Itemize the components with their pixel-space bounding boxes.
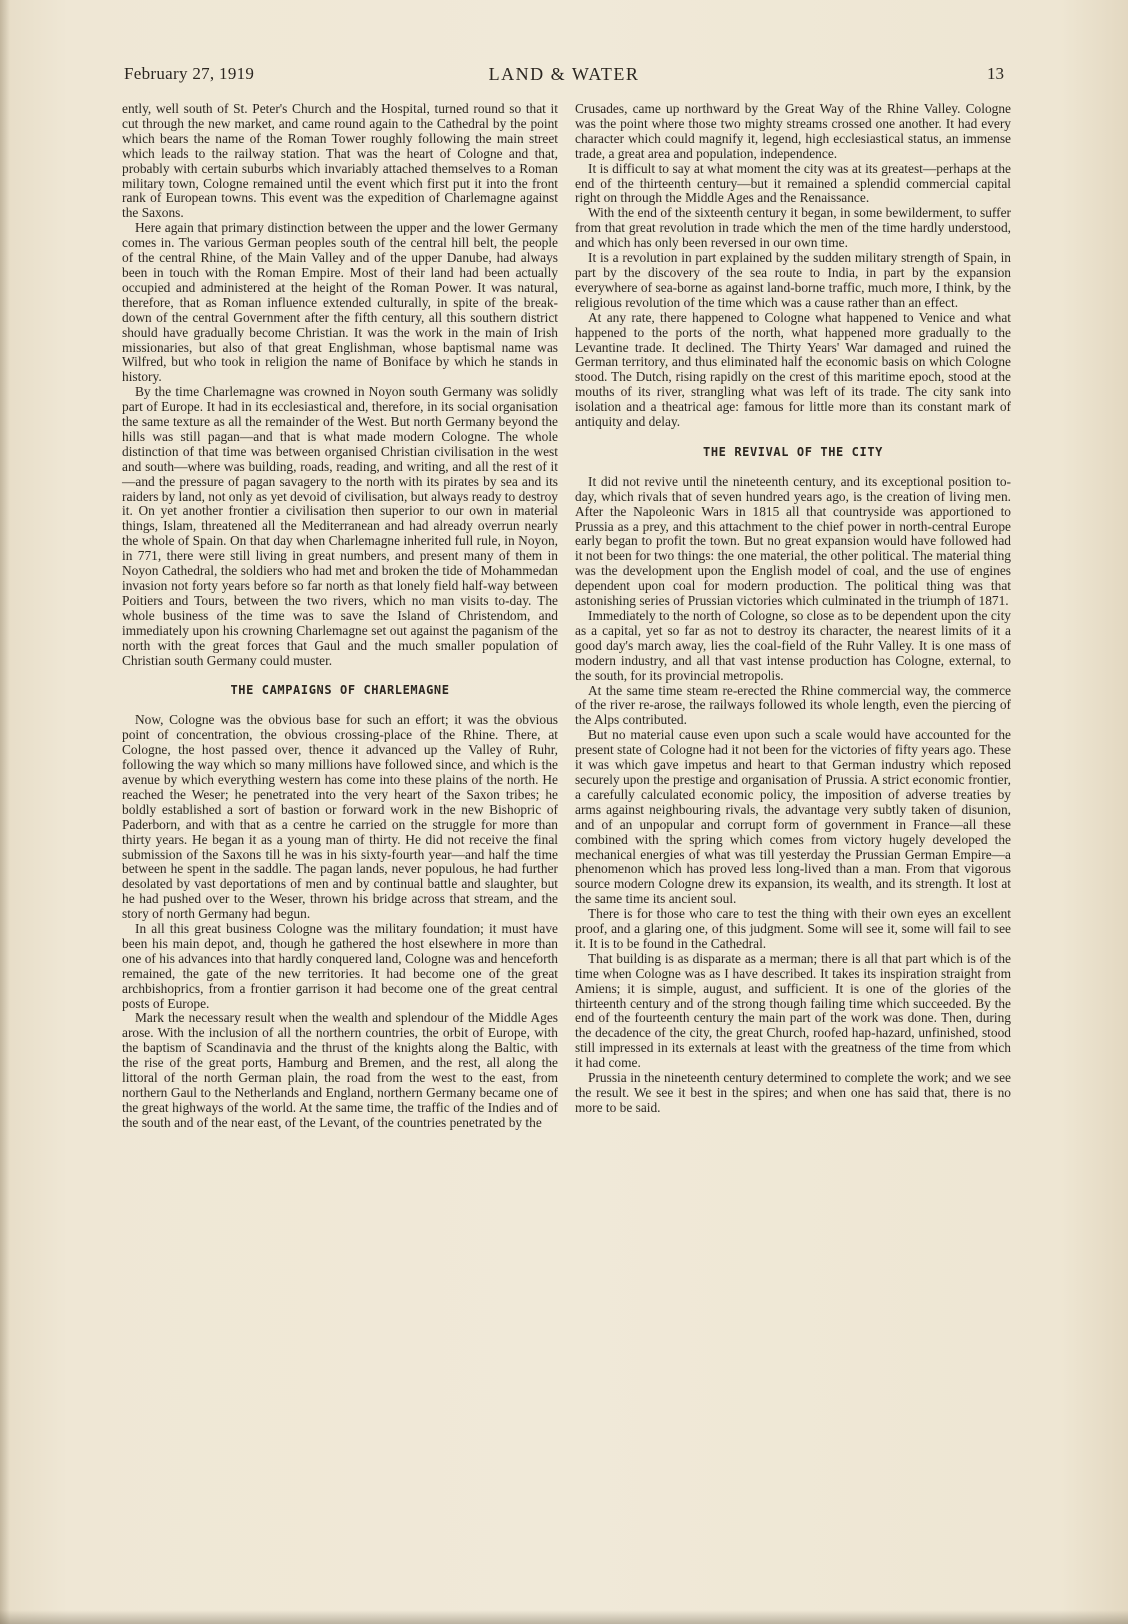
paragraph: It did not revive until the nineteenth century, and its exceptional position to-day, which rivals that of seven hundred years ago, is the creation of living men. After the Napoleonic Wars in 1815 all that countryside was apportioned to Prussia as a prey, and this attachment to the chief power in north-central Europe early began to profit the town. But no great expansion would have followed had it not been for two things: the one material, the other political. The material thing was the development upon the English model of coal, and the use of engines dependent upon coal for modern production. The political thing was that astonishing series of Prussian victories which culminated in the triumph of 1871. [575, 473, 1011, 609]
paragraph: Crusades, came up northward by the Great Way of the Rhine Valley. Cologne was the point where those two mighty streams crossed one another. It had every character which could magnify it, legend, high ecclesiastical status, an immense trade, a great area and population, independence. [575, 101, 1011, 161]
right-column [575, 102, 1011, 1116]
paragraph: It is difficult to say at what moment the city was at its greatest—perhaps at the end of the thirteenth century—but it remained a splendid commercial capital right on through the Middle Ages and the Renaissance. [575, 160, 1011, 206]
paragraph: ently, well south of St. Peter's Church and the Hospital, turned round so that it cut through the new market, and came round again to the Cathedral by the point which bears the name of the Roman Tower roughly following the main street which leads to the railway station. That was the heart of Cologne and that, probably with certain suburbs which invariably attached themselves to a Roman military town, Cologne remained until the event which first put it into the front rank of European towns. This event was the expedition of Charlemagne against the Saxons. [122, 101, 558, 221]
paragraph: But no material cause even upon such a scale would have accounted for the present state of Cologne had it not been for the victories of fifty years ago. These it was which gave impetus and heart to that German industry which reposed securely upon the prestige and organisation of Prussia. A strict economic frontier, a carefully calculated economic policy, the imposition of adverse treaties by arms against neighbouring rivals, the advantage very subtly taken of disunion, and of an unpopular and corrupt form of government in France—all these combined with the spring which comes from victory hugely developed the mechanical energies of what was till yesterday the Prussian German Empire—a phenomenon which has proved less long-lived than a man. From that vigorous source modern Cologne drew its expansion, its wealth, and its strength. It lost at the same time its ancient soul. [575, 727, 1011, 907]
left-column [122, 102, 558, 1131]
paragraph: Immediately to the north of Cologne, so close as to be dependent upon the city as a capital, yet so far as not to destroy its character, the nearest limits of it a good day's march away, lies the coal-field of the Ruhr Valley. It is one mass of modern industry, and all that vast intense production has Cologne, external, to the south, for its provincial metropolis. [575, 608, 1011, 683]
paragraph: Now, Cologne was the obvious base for such an effort; it was the obvious point of concentration, the obvious crossing-place of the Rhine. There, at Cologne, the host passed over, thence it advanced up the Valley of Ruhr, following the way which so many millions have followed since, and which is the avenue by which everything western has come into these plains of the north. He reached the Weser; he penetrated into the very heart of the Saxon tribes; he boldly established a sort of bastion or forward work in the new Bishopric of Paderborn, and with that as a centre he carried on the struggle for more than thirty years. He began it as a young man of thirty. He did not receive the final submission of the Saxons till he was in his sixty-fourth year—and half the time between he spent in the saddle. The pagan lands, never populous, he had further desolated by vast deportations of men and by continual battle and slaughter, but he had pushed over to the Weser, thrown his bridge across that stream, and the story of north Germany had begun. [122, 712, 558, 922]
paragraph: Prussia in the nineteenth century determined to complete the work; and we see the result. We see it best in the spires; and when one has said that, there is no more to be said. [575, 1070, 1011, 1115]
masthead: LAND & WATER [488, 64, 640, 84]
page-bottom-edge [0, 1610, 1128, 1624]
paragraph: That building is as disparate as a merman; there is all that part which is of the time when Cologne was as I have described. It takes its inspiration straight from Amiens; it is simple, august, and sufficient. It is one of the glories of the thirteenth century and of the strong though failing time which succeeded. By the end of the fourteenth century the main part of the work was done. Then, during the decadence of the city, the great Church, roofed hap-hazard, unfinished, stood still impressed in its externals at least with the greatness of the time from which it had come. [575, 950, 1011, 1071]
section-heading: THE CAMPAIGNS OF CHARLEMAGNE [230, 683, 450, 698]
page-number: 13 [987, 64, 1004, 83]
page-header [124, 64, 1004, 88]
page-edge-shadow [0, 0, 10, 1624]
issue-date: February 27, 1919 [124, 64, 255, 83]
paragraph: At any rate, there happened to Cologne what happened to Venice and what happened to the ports of the north, what happened more gradually to the Levantine trade. It declined. The Thirty Years' War damaged and ruined the German territory, and thus eliminated half the economic basis on which Cologne stood. The Dutch, rising rapidly on the crest of this maritime epoch, stood at the mouths of its river, strangling what was left of its trade. The city sank into isolation and a theatrical age: famous for little more than its constant mark of antiquity and delay. [575, 309, 1011, 430]
paragraph: There is for those who care to test the thing with their own eyes an excellent proof, and a glaring one, of this judgment. Some will see it, some will fail to see it. It is to be found in the Cathedral. [575, 906, 1011, 951]
paragraph: At the same time steam re-erected the Rhine commercial way, the commerce of the river re-arose, the railways followed its whole length, even the piercing of the Alps contributed. [575, 682, 1011, 728]
paragraph: Mark the necessary result when the wealth and splendour of the Middle Ages arose. With the inclusion of all the northern countries, the orbit of Europe, with the baptism of Scandinavia and the thrust of the knights along the Baltic, with the rise of the great ports, Hamburg and Bremen, and the rest, all along the littoral of the north German plain, the road from the west to the east, from northern Gaul to the Netherlands and England, northern Germany became one of the great highways of the world. At the same time, the traffic of the Indies and of the south and of the near east, of the Levant, of the countries penetrated by the [122, 1010, 558, 1130]
paragraph: In all this great business Cologne was the military foundation; it must have been his main depot, and, though he gathered the host elsewhere in more than one of his advances into that hardly conquered land, Cologne was and henceforth remained, the gate of the new territories. It had become one of the great archbishoprics, from a frontier garrison it had become one of the great central posts of Europe. [122, 921, 558, 1011]
paragraph: It is a revolution in part explained by the sudden military strength of Spain, in part by the discovery of the sea route to India, in part by the expansion everywhere of sea-borne as against land-borne traffic, much more, I think, by the religious revolution of the time which was a cause rather than an effect. [575, 250, 1011, 310]
paragraph: Here again that primary distinction between the upper and the lower Germany comes in. The various German peoples south of the central hill belt, the people of the central Rhine, of the Main Valley and of the upper Danube, had always been in touch with the Roman Empire. Most of their land had been actually occupied and administered at the height of the Roman Power. It was natural, therefore, that as Roman influence extended culturally, in spite of the break-down of the central Government after the fifth century, all this southern district should have gradually become Christian. It was the work in the main of Irish missionaries, but also of that great Englishman, whose baptismal name was Wilfred, but who took in religion the name of Boniface by which he stands in history. [122, 220, 558, 385]
paragraph: With the end of the sixteenth century it began, in some bewilderment, to suffer from that great revolution in trade which the men of the time hardly understood, and which has only been reversed in our own time. [575, 205, 1011, 251]
paragraph: By the time Charlemagne was crowned in Noyon south Germany was solidly part of Europe. It had in its ecclesiastical and, therefore, in its social organisation the same texture as all the remainder of the West. But north Germany beyond the hills was still pagan—and that is what made modern Cologne. The whole distinction of that time was between organised Christian civilisation in the west and south—where was building, roads, reading, and writing, and all the rest of it—and the pressure of pagan savagery to the north with its pirates by sea and its raiders by land, not only as yet devoid of civilisation, but always ready to destroy it. On yet another frontier a civilisation then superior to our own in material things, Islam, threatened all the Mediterranean and had already overrun nearly the whole of Spain. On that day when Charlemagne inherited full rule, in Noyon, in 771, there were still living in great numbers, and present many of them in Noyon Cathedral, the soldiers who had met and broken the tide of Mohammedan invasion not forty years before so far north as that lonely field half-way between Poitiers and Tours, between the two rivers, which no man visits to-day. The whole business of the time was to save the Island of Christendom, and immediately upon his crowning Charlemagne set out against the paganism of the north with the great forces that Gaul and the much smaller population of Christian south Germany could muster. [122, 384, 558, 668]
section-heading: THE REVIVAL OF THE CITY [703, 444, 883, 459]
